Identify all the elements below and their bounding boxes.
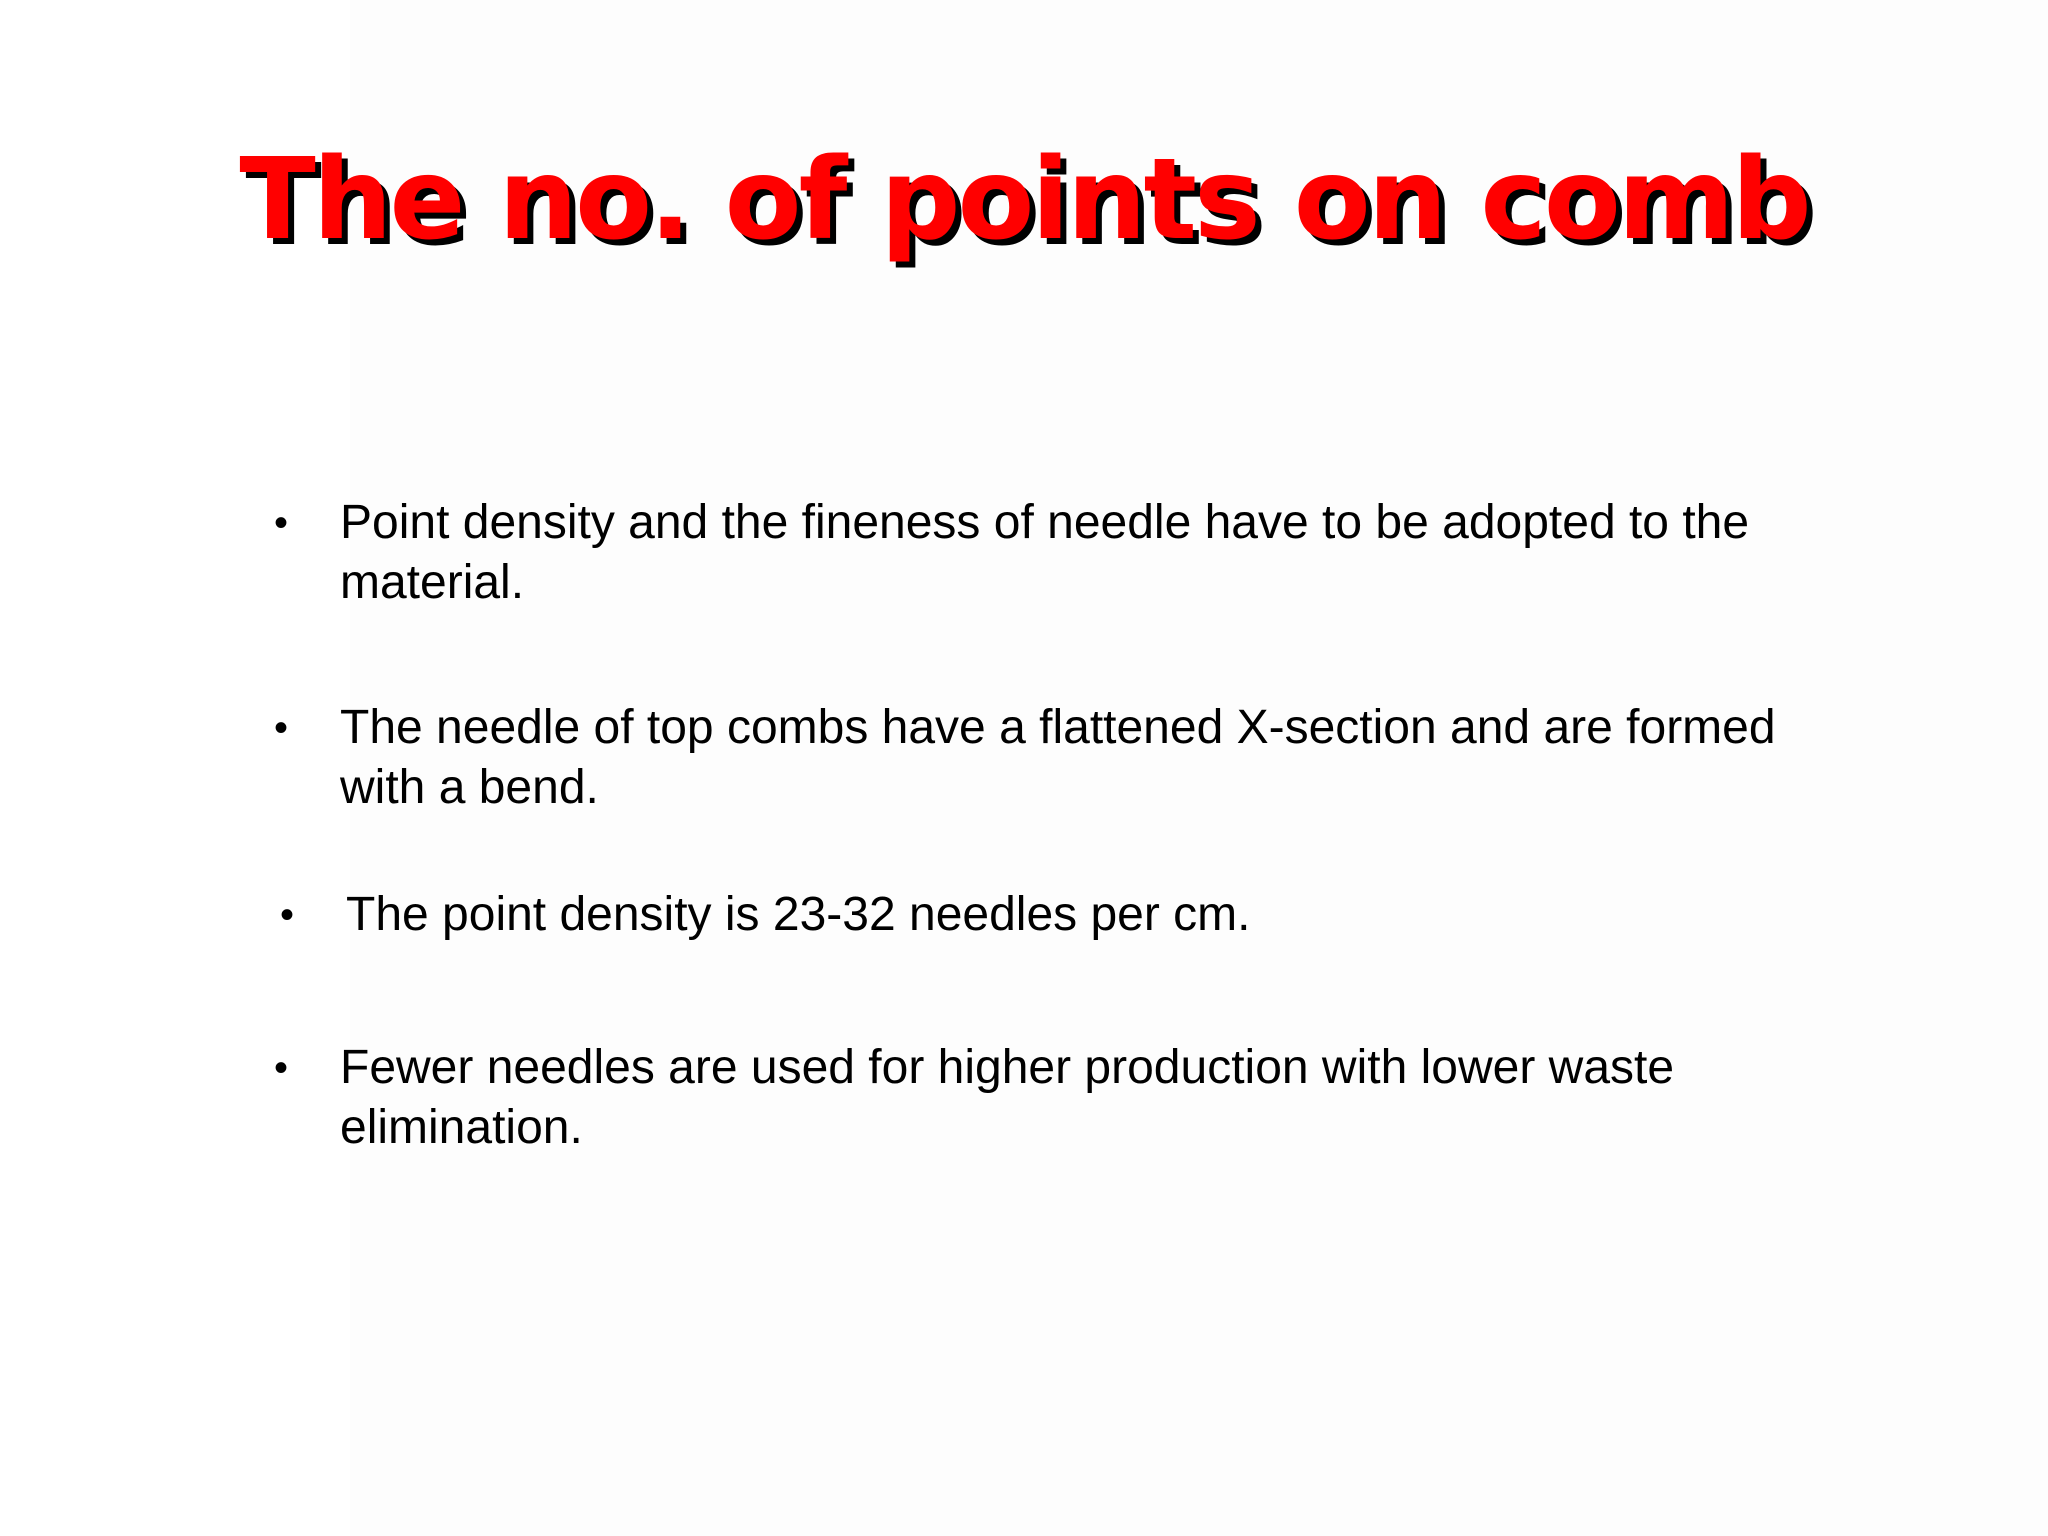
bullet-icon: • bbox=[280, 893, 295, 937]
bullet-icon: • bbox=[274, 1046, 289, 1090]
bullet-item bbox=[274, 698, 1794, 818]
bullet-item bbox=[280, 885, 1800, 945]
bullet-text: Point density and the fineness of needle have to be adopted to the material. bbox=[340, 496, 1750, 609]
bullet-icon: • bbox=[274, 706, 289, 750]
bullet-item bbox=[274, 1038, 1794, 1158]
bullet-text: The point density is 23-32 needles per cm. bbox=[346, 888, 1251, 941]
bullet-text: Fewer needles are used for higher production with lower waste elimination. bbox=[340, 1041, 1675, 1154]
bullet-icon: • bbox=[274, 501, 289, 545]
slide-title: The no. of points on comb bbox=[239, 135, 1809, 265]
bullet-item bbox=[274, 493, 1794, 613]
bullet-text: The needle of top combs have a flattened X-section and are formed with a bend. bbox=[340, 701, 1776, 814]
